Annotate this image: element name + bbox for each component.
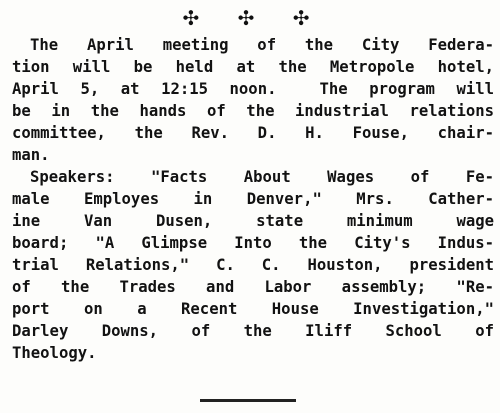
- text-line: committee, the Rev. D. H. Fouse, chair-: [12, 124, 494, 142]
- ornament-divider: ✣ ✣ ✣: [182, 6, 326, 30]
- text-line: The April meeting of the City Federa-: [30, 36, 494, 54]
- text-line: April 5, at 12:15 noon. The program will: [12, 80, 494, 98]
- closing-rule: [200, 399, 296, 402]
- article-body: [12, 34, 494, 364]
- text-line: of the Trades and Labor assembly; "Re-: [12, 278, 494, 296]
- text-line: Speakers: "Facts About Wages of Fe-: [30, 168, 494, 186]
- text-line: trial Relations," C. C. Houston, president: [12, 256, 494, 274]
- text-line: board; "A Glimpse Into the City's Indus-: [12, 234, 494, 252]
- text-line: man.: [12, 146, 50, 164]
- text-line: be in the hands of the industrial relations: [12, 102, 494, 120]
- text-line: ine Van Dusen, state minimum wage: [12, 212, 494, 230]
- text-line: Darley Downs, of the Iliff School of: [12, 322, 494, 340]
- paragraph-meeting: [12, 34, 494, 166]
- text-line: tion will be held at the Metropole hotel,: [12, 58, 494, 76]
- text-line: port on a Recent House Investigation,": [12, 300, 494, 318]
- text-line: Theology.: [12, 344, 97, 362]
- text-line: male Employes in Denver," Mrs. Cather-: [12, 190, 494, 208]
- paragraph-speakers: [12, 166, 494, 364]
